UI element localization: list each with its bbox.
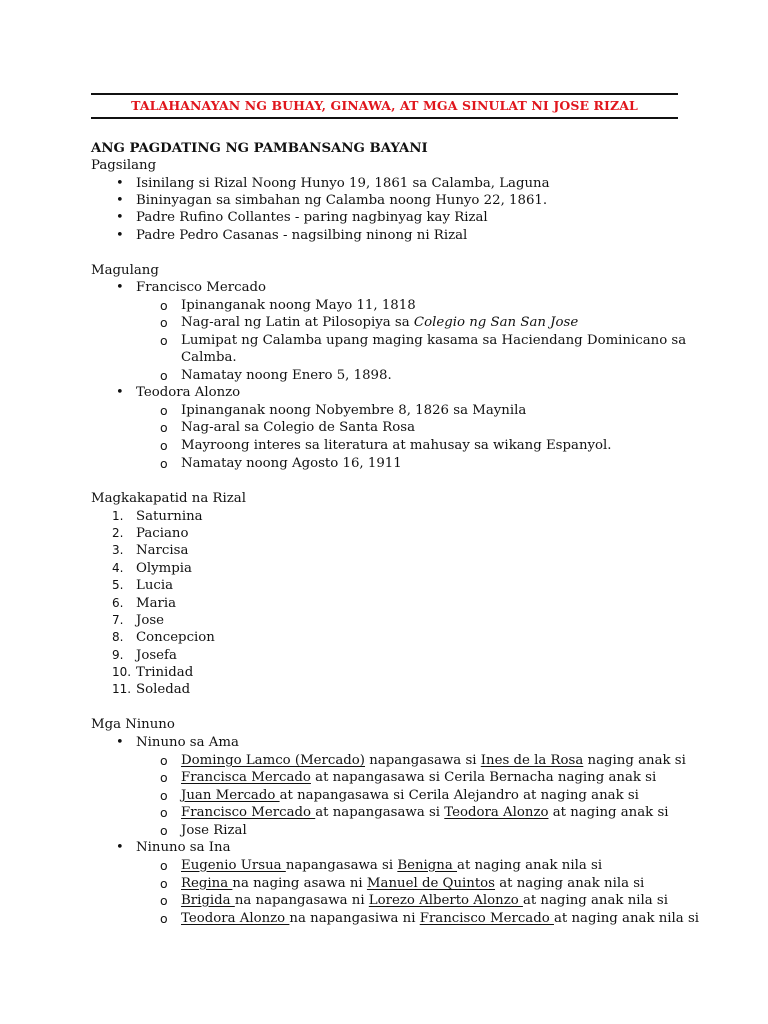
- circle-bullet-icon: o: [160, 420, 168, 435]
- sibling-name: Concepcion: [136, 630, 215, 645]
- bottom-rule: [91, 117, 678, 119]
- sibling-name: Trinidad: [136, 665, 194, 680]
- bullet-icon: •: [116, 176, 124, 191]
- bullet-icon: •: [116, 210, 124, 225]
- pagsilang-item: Padre Rufino Collantes - paring nagbinyag kay Rizal: [136, 210, 488, 225]
- list-number: 10.: [112, 665, 132, 679]
- sibling-name: Lucia: [136, 578, 174, 593]
- bullet-icon: •: [116, 280, 124, 295]
- circle-bullet-icon: o: [160, 805, 168, 820]
- sibling-name: Jose: [136, 613, 165, 628]
- circle-bullet-icon: o: [160, 753, 168, 768]
- list-number: 11.: [112, 682, 132, 696]
- ancestors-heading: Mga Ninuno: [91, 717, 175, 732]
- maternal-label: Ninuno sa Ina: [136, 840, 231, 855]
- pagsilang-item: Padre Pedro Casanas - nagsilbing ninong ni Rizal: [136, 228, 468, 243]
- father-detail: Lumipat ng Calamba upang maging kasama sa Haciendang Dominicano sa: [181, 333, 687, 348]
- circle-bullet-icon: o: [160, 333, 168, 348]
- paternal-label: Ninuno sa Ama: [136, 735, 239, 750]
- paternal-line: Francisco Mercado at napangasawa si Teodora Alonzo at naging anak si: [181, 805, 669, 820]
- circle-bullet-icon: o: [160, 438, 168, 453]
- sibling-name: Josefa: [136, 648, 177, 663]
- page-title: TALAHANAYAN NG BUHAY, GINAWA, AT MGA SINULAT NI JOSE RIZAL: [131, 98, 638, 113]
- mother-detail: Ipinanganak noong Nobyembre 8, 1826 sa Maynila: [181, 403, 527, 418]
- list-number: 6.: [112, 596, 124, 610]
- circle-bullet-icon: o: [160, 911, 168, 926]
- section-heading: ANG PAGDATING NG PAMBANSANG BAYANI: [91, 141, 428, 156]
- magulang-heading: Magulang: [91, 263, 159, 278]
- maternal-line: Brigida na napangasawa ni Lorezo Alberto Alonzo at naging anak nila si: [181, 893, 668, 908]
- bullet-icon: •: [116, 735, 124, 750]
- top-rule: [91, 93, 678, 95]
- maternal-line: Teodora Alonzo na napangasiwa ni Francisco Mercado at naging anak nila si: [181, 911, 700, 926]
- mother-detail: Namatay noong Agosto 16, 1911: [181, 456, 402, 471]
- circle-bullet-icon: o: [160, 368, 168, 383]
- paternal-line: Francisca Mercado at napangasawa si Cerila Bernacha naging anak si: [181, 770, 657, 785]
- father-detail-cont: Calmba.: [181, 350, 237, 365]
- sibling-name: Olympia: [136, 561, 192, 576]
- paternal-line: Juan Mercado at napangasawa si Cerila Alejandro at naging anak si: [181, 788, 639, 803]
- mother-detail: Mayroong interes sa literatura at mahusay sa wikang Espanyol.: [181, 438, 612, 453]
- paternal-line: Domingo Lamco (Mercado) napangasawa si Ines de la Rosa naging anak si: [181, 753, 686, 768]
- circle-bullet-icon: o: [160, 788, 168, 803]
- pagsilang-heading: Pagsilang: [91, 158, 157, 173]
- school-name: Colegio ng San San Jose: [413, 315, 579, 330]
- sibling-name: Soledad: [136, 682, 191, 697]
- bullet-icon: •: [116, 193, 124, 208]
- sibling-name: Maria: [136, 596, 177, 611]
- circle-bullet-icon: o: [160, 403, 168, 418]
- list-number: 3.: [112, 543, 124, 557]
- circle-bullet-icon: o: [160, 858, 168, 873]
- mother-detail: Nag-aral sa Colegio de Santa Rosa: [181, 420, 416, 435]
- list-number: 4.: [112, 561, 124, 575]
- pagsilang-item: Bininyagan sa simbahan ng Calamba noong Hunyo 22, 1861.: [136, 193, 548, 208]
- circle-bullet-icon: o: [160, 823, 168, 838]
- circle-bullet-icon: o: [160, 893, 168, 908]
- maternal-line: Regina na naging asawa ni Manuel de Quintos at naging anak nila si: [181, 876, 645, 891]
- siblings-heading: Magkakapatid na Rizal: [91, 491, 246, 506]
- bullet-icon: •: [116, 840, 124, 855]
- mother-name: Teodora Alonzo: [136, 385, 241, 400]
- list-number: 2.: [112, 526, 124, 540]
- paternal-line: Jose Rizal: [181, 823, 247, 838]
- sibling-name: Saturnina: [136, 509, 203, 524]
- sibling-name: Narcisa: [136, 543, 189, 558]
- father-name: Francisco Mercado: [136, 280, 267, 295]
- bullet-icon: •: [116, 385, 124, 400]
- pagsilang-item: Isinilang si Rizal Noong Hunyo 19, 1861 sa Calamba, Laguna: [136, 176, 550, 191]
- circle-bullet-icon: o: [160, 876, 168, 891]
- list-number: 9.: [112, 648, 124, 662]
- list-number: 7.: [112, 613, 124, 627]
- circle-bullet-icon: o: [160, 456, 168, 471]
- sibling-name: Paciano: [136, 526, 189, 541]
- circle-bullet-icon: o: [160, 298, 168, 313]
- circle-bullet-icon: o: [160, 770, 168, 785]
- list-number: 8.: [112, 630, 124, 644]
- list-number: 1.: [112, 509, 124, 523]
- father-detail: Namatay noong Enero 5, 1898.: [181, 368, 392, 383]
- father-detail: Nag-aral ng Latin at Pilosopiya sa Colegio ng San San Jose: [181, 315, 579, 330]
- circle-bullet-icon: o: [160, 315, 168, 330]
- list-number: 5.: [112, 578, 124, 592]
- bullet-icon: •: [116, 228, 124, 243]
- father-detail: Ipinanganak noong Mayo 11, 1818: [181, 298, 416, 313]
- maternal-line: Eugenio Ursua napangasawa si Benigna at naging anak nila si: [181, 858, 603, 873]
